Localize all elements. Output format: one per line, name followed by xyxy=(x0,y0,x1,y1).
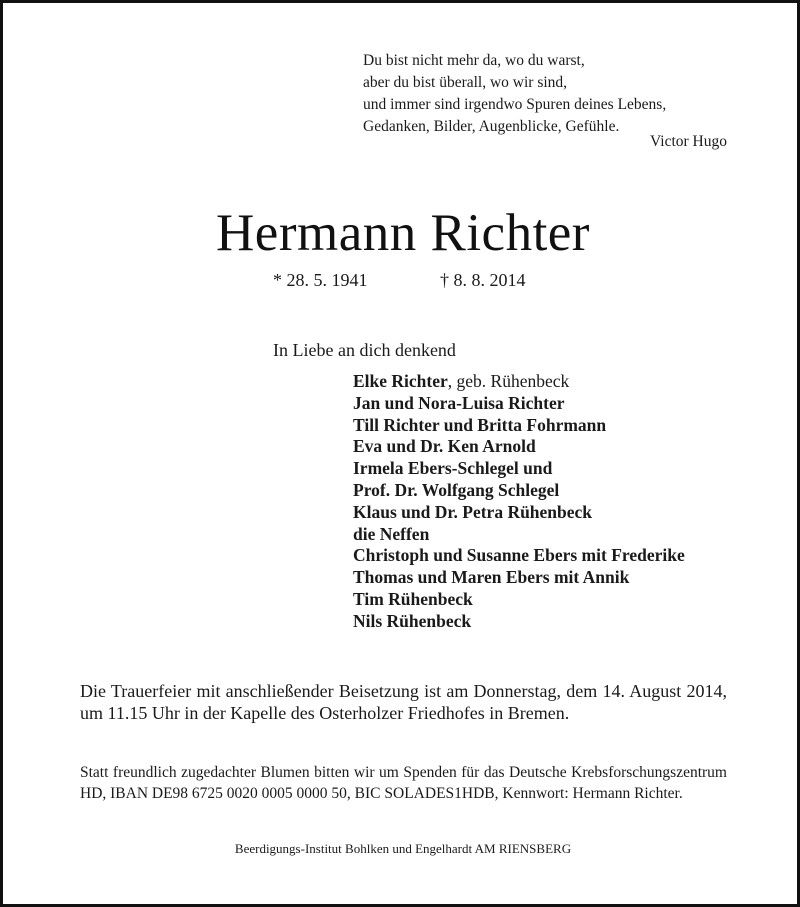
mourner-name: Till Richter und Britta Fohrmann xyxy=(353,414,607,435)
mourner-name: die Neffen xyxy=(353,523,430,544)
mourner-line xyxy=(353,524,685,546)
mourner-name: Nils Rühenbeck xyxy=(353,610,472,631)
donation-notice: Statt freundlich zugedachter Blumen bitten wir um Spenden für das Deutsche Krebsforschungszentrum HD, IBAN DE98 6725 0020 0005 0000 50, BIC SOLADES1HDB, Kennwort: Hermann Richter. xyxy=(80,764,727,802)
birth-date: * 28. 5. 1941 xyxy=(273,270,368,290)
mourner-line xyxy=(353,436,685,458)
mourner-suffix: , geb. Rühenbeck xyxy=(447,371,570,391)
mourner-line xyxy=(353,502,685,524)
quote-block xyxy=(363,50,731,138)
mourner-line xyxy=(353,415,685,437)
death-date: † 8. 8. 2014 xyxy=(440,270,526,290)
mourner-line xyxy=(353,611,685,633)
mourner-line xyxy=(353,480,685,502)
quote-line: aber du bist überall, wo wir sind, xyxy=(363,74,568,91)
quote-author: Victor Hugo xyxy=(650,133,727,150)
mourner-name: Irmela Ebers-Schlegel und xyxy=(353,458,553,479)
mourner-name: Jan und Nora-Luisa Richter xyxy=(353,392,565,413)
mourner-line xyxy=(353,589,685,611)
mourner-name: Klaus und Dr. Petra Rühenbeck xyxy=(353,501,593,522)
mourner-name: Thomas und Maren Ebers mit Annik xyxy=(353,567,630,588)
mourner-name: Eva und Dr. Ken Arnold xyxy=(353,436,536,457)
mourner-line xyxy=(353,371,685,393)
mourning-intro: In Liebe an dich denkend xyxy=(273,340,456,360)
quote-line: Du bist nicht mehr da, wo du warst, xyxy=(363,52,585,69)
mourner-line xyxy=(353,545,685,567)
quote-line: Gedanken, Bilder, Augenblicke, Gefühle. xyxy=(363,118,620,135)
mourner-line xyxy=(353,567,685,589)
mourner-line xyxy=(353,393,685,415)
funeral-home: Beerdigungs-Institut Bohlken und Engelhardt AM RIENSBERG xyxy=(234,841,572,856)
mourner-line xyxy=(353,458,685,480)
mourner-name: Elke Richter xyxy=(353,371,448,391)
quote-line: und immer sind irgendwo Spuren deines Lebens, xyxy=(363,96,667,113)
mourners-list xyxy=(353,371,685,633)
service-notice: Die Trauerfeier mit anschließender Beisetzung ist am Donnerstag, dem 14. August 2014, um 11.15 Uhr in der Kapelle des Osterholzer Friedhofes in Bremen. xyxy=(80,681,727,723)
deceased-name: Hermann Richter xyxy=(216,204,590,262)
mourner-name: Prof. Dr. Wolfgang Schlegel xyxy=(353,479,560,500)
mourner-name: Christoph und Susanne Ebers mit Frederike xyxy=(353,545,685,566)
mourner-name: Tim Rühenbeck xyxy=(353,588,473,609)
